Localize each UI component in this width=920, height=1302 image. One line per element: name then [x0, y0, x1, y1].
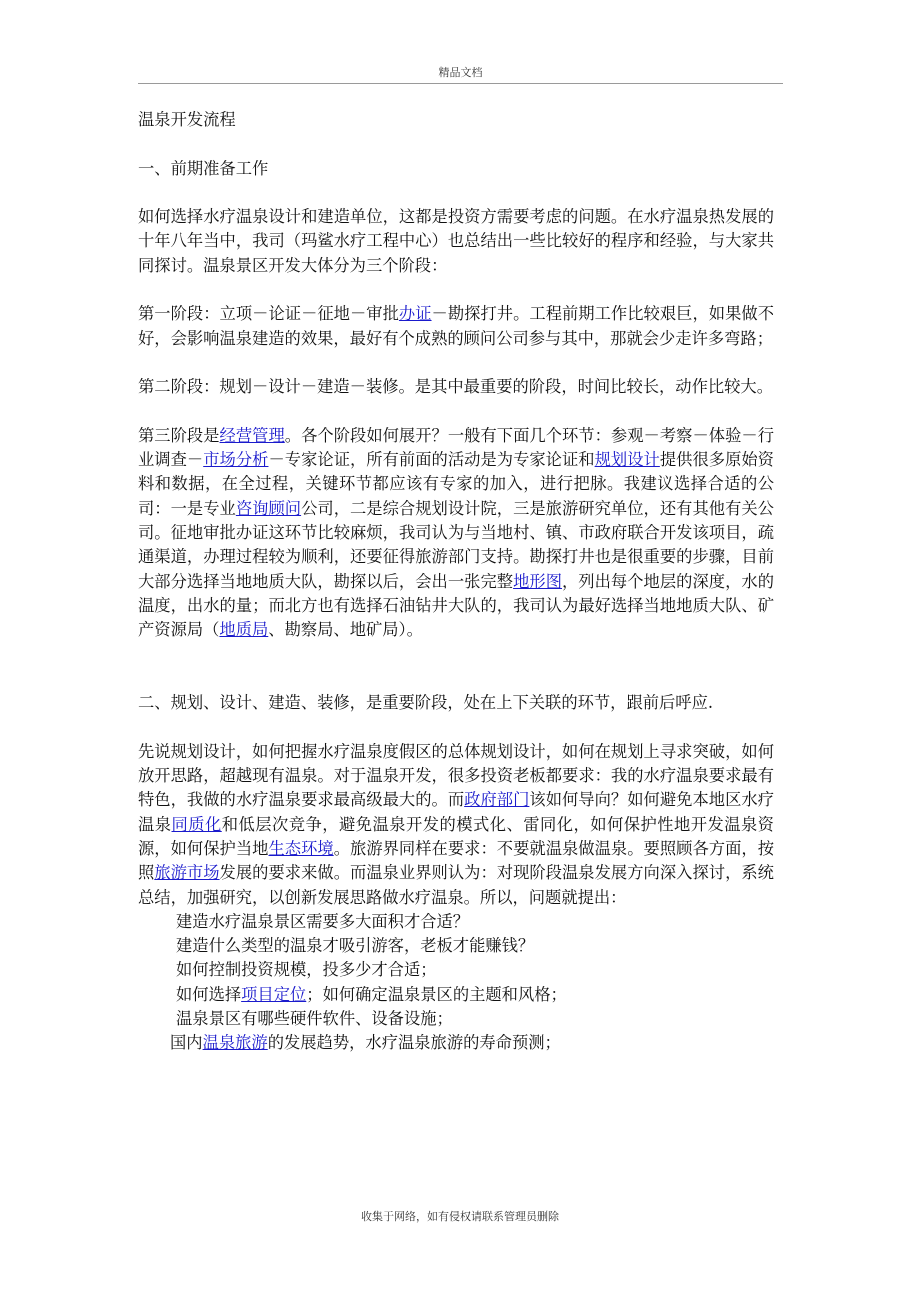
- stage2-paragraph: 第二阶段：规划－设计－建造－装修。是其中最重要的阶段，时间比较长，动作比较大。: [138, 377, 773, 397]
- question-item: 建造水疗温泉景区需要多大面积才合适？: [176, 911, 470, 931]
- header-text: 精品文档: [438, 66, 483, 79]
- link-project-positioning[interactable]: 项目定位: [241, 984, 307, 1004]
- link-bancheng[interactable]: 办证: [398, 304, 432, 324]
- question-item: 建造什么类型的温泉才吸引游客，老板才能赚钱？: [176, 936, 535, 956]
- question-item: 国内温泉旅游的发展趋势，水疗温泉旅游的寿命预测；: [170, 1033, 561, 1053]
- link-market-analysis[interactable]: 市场分析: [203, 450, 269, 470]
- intro-paragraph: 如何选择水疗温泉设计和建造单位，这都是投资方需要考虑的问题。在水疗温泉热发展的十年八年当中，我司（玛鲨水疗工程中心）也总结出一些比较好的程序和经验，与大家共同探讨。温泉景区开发大体分为三个阶段：: [138, 207, 774, 275]
- link-ecology[interactable]: 生态环境: [268, 838, 334, 858]
- footer-text: 收集于网络，如有侵权请联系管理员删除: [361, 1210, 559, 1223]
- link-tourism-market[interactable]: 旅游市场: [154, 863, 220, 883]
- link-geology-bureau[interactable]: 地质局: [219, 620, 269, 640]
- link-government[interactable]: 政府部门: [464, 790, 530, 810]
- stage1-paragraph: 第一阶段：立项－论证－征地－审批办证－勘探打井。工程前期工作比较艰巨，如果做不好，会影响温泉建造的效果，最好有个成熟的顾问公司参与其中，那就会少走许多弯路；: [138, 304, 774, 348]
- section2-paragraph: 先说规划设计，如何把握水疗温泉度假区的总体规划设计，如何在规划上寻求突破，如何放开思路，超越现有温泉。对于温泉开发，很多投资老板都要求：我的水疗温泉要求最有特色，我做的水疗温泉要求最高级最大的。而政府部门该如何导向？如何避免本地区水疗温泉同质化和低层次竞争，避免温泉开发的模式化、雷同化，如何保护性地开发温泉资源，如何保护当地生态环境。旅游界同样在要求：不要就温泉做温泉。要照顾各方面，按照旅游市场发展的要求来做。而温泉业界则认为：对现阶段温泉发展方向深入探讨，系统总结，加强研究，以创新发展思路做水疗温泉。所以，问题就提出：: [138, 741, 774, 907]
- section2-heading: 二、规划、设计、建造、装修，是重要阶段，处在上下关联的环节，跟前后呼应.: [138, 693, 714, 713]
- link-homogenization[interactable]: 同质化: [171, 814, 222, 834]
- link-planning-design[interactable]: 规划设计: [594, 450, 660, 470]
- link-operation-management[interactable]: 经营管理: [219, 425, 285, 445]
- question-item: 如何选择项目定位；如何确定温泉景区的主题和风格；: [176, 984, 567, 1004]
- section1-heading: 一、前期准备工作: [138, 158, 269, 178]
- link-consulting[interactable]: 咨询顾问: [235, 498, 302, 518]
- link-hot-spring-tourism[interactable]: 温泉旅游: [202, 1033, 268, 1053]
- question-item: 温泉景区有哪些硬件软件、设备设施；: [176, 1008, 453, 1028]
- question-item: 如何控制投资规模，投多少才合适；: [176, 960, 437, 980]
- document-title: 温泉开发流程: [138, 110, 236, 129]
- page-footer: [0, 1208, 920, 1224]
- stage3-paragraph: 第三阶段是经营管理。各个阶段如何展开？一般有下面几个环节：参观－考察－体验－行业调查－市场分析－专家论证，所有前面的活动是为专家论证和规划设计提供很多原始资料和数据，在全过程，关键环节都应该有专家的加入，进行把脉。我建议选择合适的公司：一是专业咨询顾问公司，二是综合规划设计院，三是旅游研究单位，还有其他有关公司。征地审批办证这环节比较麻烦，我司认为与当地村、镇、市政府联合开发该项目，疏通渠道，办理过程较为顺利，还要征得旅游部门支持。勘探打井也是很重要的步骤，目前大部分选择当地地质大队，勘探以后，会出一张完整地形图，列出每个地层的深度，水的温度，出水的量；而北方也有选择石油钻井大队的，我司认为最好选择当地地质大队、矿产资源局（地质局、勘察局、地矿局）。: [138, 425, 774, 640]
- document-body: [138, 108, 774, 1056]
- link-topographic-map[interactable]: 地形图: [513, 571, 562, 591]
- page-header: [138, 66, 783, 84]
